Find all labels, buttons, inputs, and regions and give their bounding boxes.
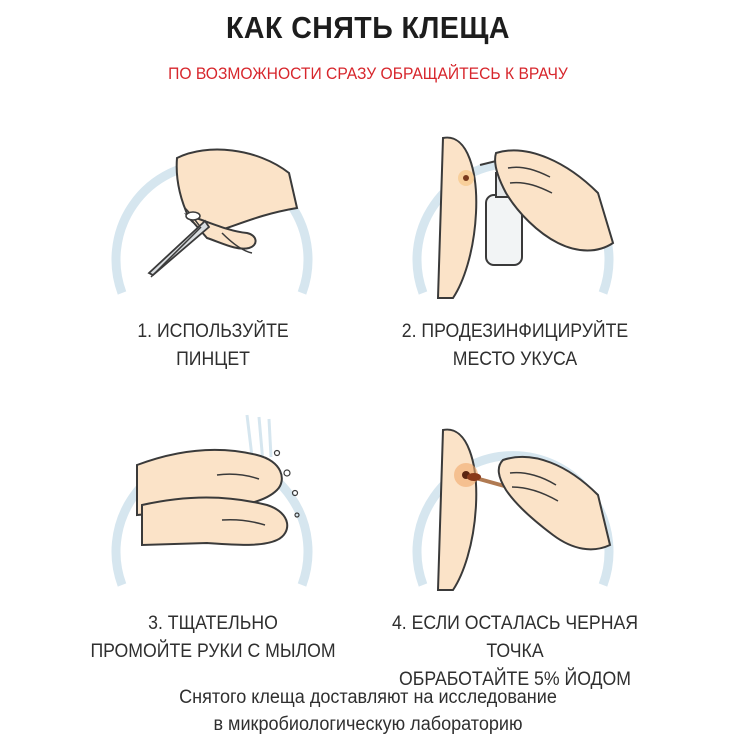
step-4-caption	[362, 610, 669, 694]
step-2-illustration	[398, 103, 628, 303]
step-4-caption-line-1: 4. ЕСЛИ ОСТАЛАСЬ ЧЕРНАЯ ТОЧКА	[391, 613, 639, 662]
step-3-caption	[60, 610, 367, 666]
step-3-caption-line-2: ПРОМОЙТЕ РУКИ С МЫЛОМ	[90, 641, 336, 662]
step-1-illustration	[97, 103, 327, 303]
wash-hands-icon	[97, 395, 327, 595]
step-4-caption-line-2: ОБРАБОТАЙТЕ 5% ЙОДОМ	[398, 669, 631, 690]
step-1-caption-line-1: 1. ИСПОЛЬЗУЙТЕ	[137, 321, 289, 342]
step-2-caption-line-2: МЕСТО УКУСА	[452, 349, 578, 370]
disinfect-bottle-icon	[398, 103, 628, 303]
footer-line-1: Снятого клеща доставляют на исследование	[179, 687, 557, 708]
tweezers-hand-icon	[97, 103, 327, 303]
step-1-caption	[60, 318, 367, 374]
page-subtitle: ПО ВОЗМОЖНОСТИ СРАЗУ ОБРАЩАЙТЕСЬ К ВРАЧУ	[168, 64, 568, 83]
step-2-caption	[362, 318, 669, 374]
page-title: КАК СНЯТЬ КЛЕЩА	[226, 10, 510, 45]
step-1-caption-line-2: ПИНЦЕТ	[176, 349, 250, 370]
footer-note	[18, 684, 717, 738]
step-4-illustration	[398, 395, 628, 595]
step-2-caption-line-1: 2. ПРОДЕЗИНФИЦИРУЙТЕ	[401, 321, 629, 342]
footer-line-2: в микробиологическую лабораторию	[213, 714, 523, 735]
step-3-illustration	[97, 395, 327, 595]
step-3-caption-line-1: 3. ТЩАТЕЛЬНО	[148, 613, 278, 634]
iodine-swab-icon	[398, 395, 628, 595]
